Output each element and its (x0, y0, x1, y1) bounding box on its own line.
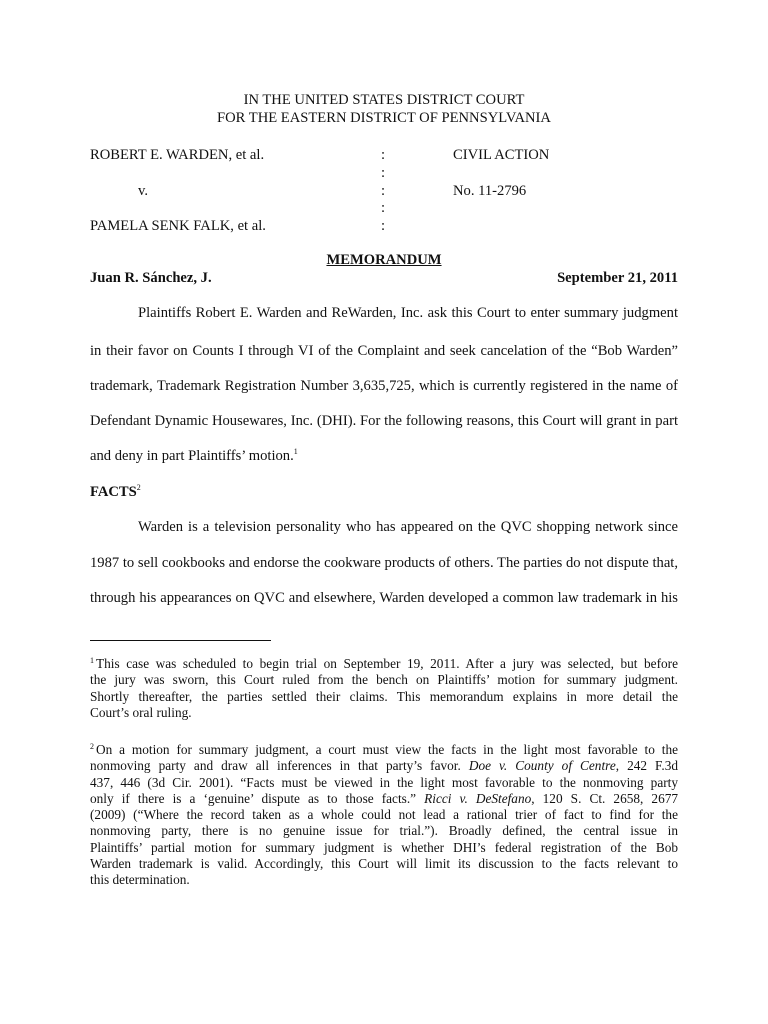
footnote-text: This case was scheduled to begin trial on September 19, 2011. After a jury was selected, but before (96, 656, 678, 671)
caption-colon: : (381, 218, 386, 234)
footnote-text: , 120 S. Ct. 2658, 2677 (531, 790, 679, 806)
case-citation-doe: Doe v. County of Centre (468, 758, 616, 774)
footnote-line: (2009) (“Where the record taken as a whole could not lead a rational trier of fact to find for the (90, 807, 678, 823)
footnote-ref-2[interactable]: 2 (136, 483, 141, 493)
footnote-line: Plaintiffs’ partial motion for summary judgment is whether DHI’s federal registration of the Bob (90, 839, 678, 855)
footnote-line (90, 758, 678, 774)
footnote-text: On a motion for summary judgment, a court must view the facts in the light most favorable to the (96, 742, 678, 757)
facts-heading (90, 483, 141, 501)
court-name-line1: IN THE UNITED STATES DISTRICT COURT (243, 92, 525, 108)
footnote-line: Warden trademark is valid. Accordingly, this Court will limit its discussion to the facts relevant to (90, 856, 678, 872)
paragraph-text: and deny in part Plaintiffs’ motion. (90, 448, 294, 464)
case-citation-ricci: Ricci v. DeStefano (424, 790, 532, 806)
paragraph-line: Plaintiffs Robert E. Warden and ReWarden, Inc. ask this Court to enter summary judgment (138, 305, 678, 321)
footnote-line (90, 791, 678, 807)
footnote-line: 437, 446 (3d Cir. 2001). “Facts must be viewed in the light most favorable to the nonmoving party (90, 774, 678, 790)
footnote-line: Court’s oral ruling. (90, 704, 192, 720)
opinion-date: September 21, 2011 (557, 270, 678, 286)
footnote-text: nonmoving party and draw all inferences in that party’s favor. (90, 758, 469, 774)
footnote-2 (90, 742, 678, 889)
paragraph-line: 1987 to sell cookbooks and endorse the cookware products of others. The parties do not dispute that, (90, 555, 678, 571)
footnote-text: , 242 F.3d (615, 758, 678, 774)
footnote-line: nonmoving party, there is no genuine issue for trial.”). Broadly defined, the central issue in (90, 823, 678, 839)
footnote-line (90, 656, 678, 672)
caption-colon: : (381, 165, 386, 181)
case-number: No. 11-2796 (453, 183, 527, 199)
footnote-1 (90, 656, 678, 721)
footnote-number: 1 (90, 655, 94, 665)
footnote-number: 2 (90, 741, 94, 751)
paragraph-line: through his appearances on QVC and elsewhere, Warden developed a common law trademark in his (90, 590, 678, 606)
defendant-name: PAMELA SENK FALK, et al. (90, 218, 266, 234)
footnote-line (90, 742, 678, 758)
footnote-line: Shortly thereafter, the parties settled their claims. This memorandum explains in more detail the (90, 688, 678, 704)
caption-colon: : (381, 183, 386, 199)
civil-action-label: CIVIL ACTION (453, 147, 550, 163)
footnote-ref-1[interactable]: 1 (293, 447, 298, 457)
footnote-separator (90, 640, 271, 641)
footnote-text: only if there is a ‘genuine’ dispute as to those facts.” (90, 790, 425, 806)
caption-colon: : (381, 147, 386, 163)
paragraph-line: Warden is a television personality who has appeared on the QVC shopping network since (138, 519, 678, 535)
facts-heading-label: FACTS (90, 484, 137, 500)
paragraph-line: Defendant Dynamic Housewares, Inc. (DHI). For the following reasons, this Court will grant in part (90, 413, 678, 429)
court-name-line2: FOR THE EASTERN DISTRICT OF PENNSYLVANIA (217, 110, 551, 126)
judge-name: Juan R. Sánchez, J. (90, 270, 212, 286)
footnote-line: the jury was sworn, this Court ruled from the bench on Plaintiffs’ motion for summary judgment. (90, 672, 678, 688)
caption-colon: : (381, 200, 386, 216)
footnote-line: this determination. (90, 872, 190, 888)
paragraph-line-last (90, 447, 678, 465)
versus: v. (138, 183, 148, 199)
memorandum-title: MEMORANDUM (326, 252, 442, 268)
plaintiff-name: ROBERT E. WARDEN, et al. (90, 147, 265, 163)
paragraph-line: in their favor on Counts I through VI of the Complaint and seek cancelation of the “Bob Warden” (90, 343, 678, 359)
paragraph-line: trademark, Trademark Registration Number 3,635,725, which is currently registered in the name of (90, 378, 678, 394)
